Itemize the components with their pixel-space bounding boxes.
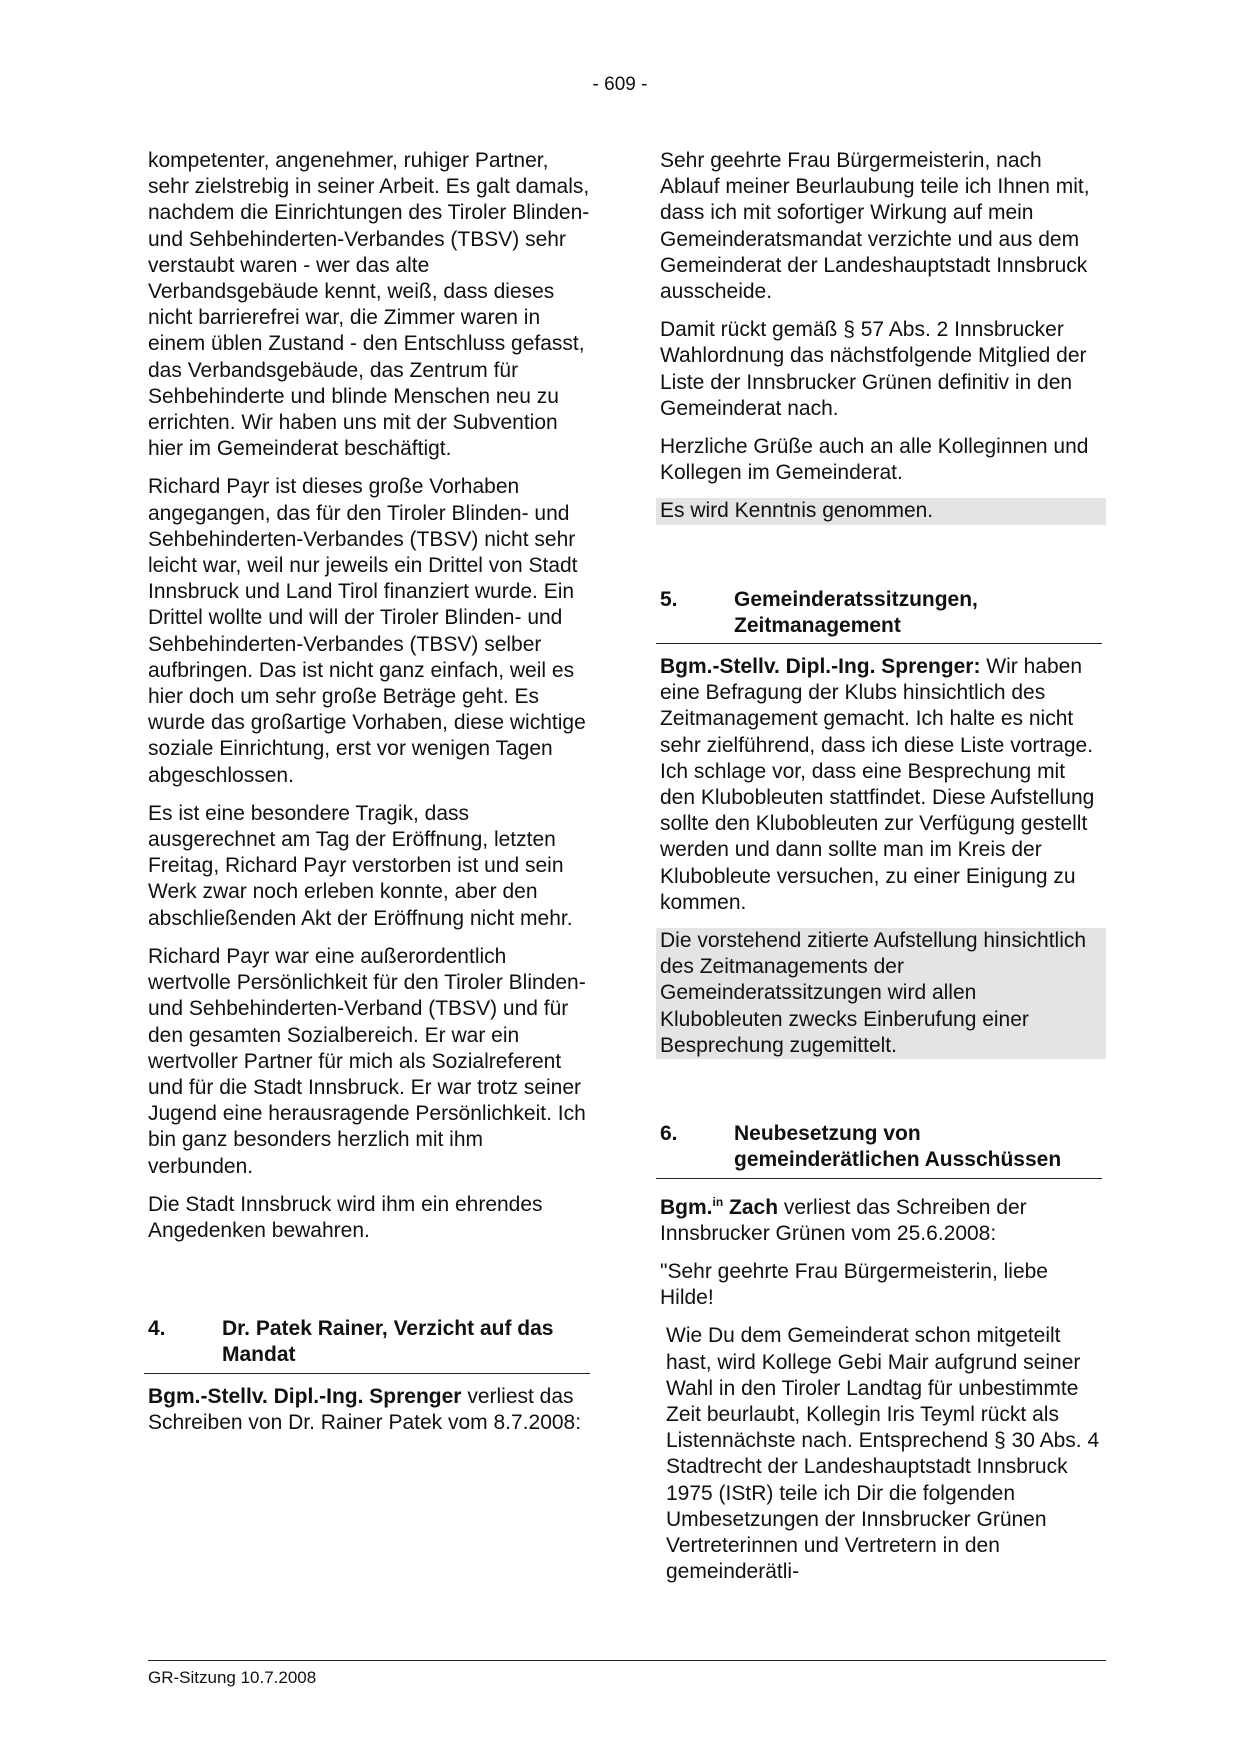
section-6-title: Neubesetzung von gemeinderätlichen Ausschüssen bbox=[734, 1122, 1062, 1172]
section-6-heading bbox=[656, 1121, 1102, 1178]
left-paragraph-3: Es ist eine besondere Tragik, dass ausgerechnet am Tag der Eröffnung, letzten Freitag, Richard Payr verstorben ist und sein Werk zwar noch erleben konnte, aber den abschließenden Akt der Eröffnung nicht mehr. bbox=[148, 801, 573, 930]
section-6-quote-body: Wie Du dem Gemeinderat schon mitgeteilt hast, wird Kollege Gebi Mair aufgrund seiner Wahl in den Tiroler Landtag für unbestimmte Zeit beurlaubt, Kollegin Iris Teyml rückt als Listennächste nach. Entsprechend § 30 Abs. 4 Stadtrecht der Landeshauptstadt Innsbruck 1975 (IStR) teile ich Dir die folgenden Umbesetzungen der Innsbrucker Grünen Vertreterinnen und Vertretern in den gemeinderätli- bbox=[666, 1324, 1100, 1584]
section-6-quote-salutation: "Sehr geehrte Frau Bürgermeisterin, liebe Hilde! bbox=[660, 1259, 1048, 1310]
page-number: - 609 - bbox=[592, 74, 648, 95]
footer-divider bbox=[148, 1660, 1106, 1661]
right-column bbox=[660, 148, 1102, 1597]
decision-note-2: Die vorstehend zitierte Aufstellung hinsichtlich des Zeitmanagements der Gemeinderatssitzungen wird allen Klubobleuten zwecks Einberufung einer Besprechung zugemittelt. bbox=[656, 928, 1106, 1059]
right-paragraph-2: Damit rückt gemäß § 57 Abs. 2 Innsbrucker Wahlordnung das nächstfolgende Mitglied der Liste der Innsbrucker Grünen definitiv in den Gemeinderat nach. bbox=[660, 318, 1087, 420]
section-6-text: verliest das Schreiben der Innsbrucker Grünen vom 25.6.2008: bbox=[660, 1195, 1027, 1245]
left-paragraph-1: kompetenter, angenehmer, ruhiger Partner, sehr zielstrebig in seiner Arbeit. Es galt damals, nachdem die Einrichtungen des Tiroler Blinden- und Sehbehinderten-Verbandes (TBSV) sehr verstaubt waren - wer das alte Verbandsgebäude kennt, weiß, dass dieses nicht barrierefrei war, die Zimmer waren in einem üblen Zustand - den Entschluss gefasst, das Verbandsgebäude, das Zentrum für Sehbehinderte und blinde Menschen neu zu errichten. Wir haben uns mit der Subvention hier im Gemeinderat beschäftigt. bbox=[148, 149, 590, 461]
section-6-number: 6. bbox=[660, 1122, 678, 1146]
section-4-number: 4. bbox=[148, 1317, 166, 1341]
section-5-number: 5. bbox=[660, 587, 678, 611]
section-6-body bbox=[660, 1189, 1102, 1247]
left-paragraph-4: Richard Payr war eine außerordentlich wertvolle Persönlichkeit für den Tiroler Blinden- und Sehbehinderten-Verband (TBSV) und für den gesamten Sozialbereich. Er war ein wertvoller Partner für mich als Sozialreferent und für die Stadt Innsbruck. Er war trotz seiner Jugend eine herausragende Persönlichkeit. Ich bin ganz besonders herzlich mit ihm verbunden. bbox=[148, 944, 586, 1178]
section-6-speaker: Bgm.$^{in}$ Zach bbox=[660, 1194, 779, 1219]
left-column bbox=[148, 148, 590, 1448]
section-5-speaker: Bgm.-Stellv. Dipl.-Ing. Sprenger: bbox=[660, 655, 981, 679]
section-4-heading bbox=[144, 1316, 590, 1373]
section-5-title: Gemeinderatssitzungen, Zeitmanagement bbox=[734, 587, 978, 637]
section-4-body bbox=[148, 1384, 590, 1436]
section-4-speaker: Bgm.-Stellv. Dipl.-Ing. Sprenger bbox=[148, 1384, 462, 1408]
section-4-title: Dr. Patek Rainer, Verzicht auf das Mandat bbox=[222, 1317, 554, 1367]
right-paragraph-3: Herzliche Grüße auch an alle Kolleginnen und Kollegen im Gemeinderat. bbox=[660, 435, 1089, 485]
section-5-text: Wir haben eine Befragung der Klubs hinsichtlich des Zeitmanagement gemacht. Ich halte es nicht sehr zielführend, dass ich diese Liste vortrage. Ich schlage vor, dass eine Besprechung mit den Klubobleuten stattfindet. Diese Aufstellung sollte den Klubobleuten zur Verfügung gestellt werden und dann sollte man im Kreis der Klubobleute versuchen, zu einer Einigung zu kommen. bbox=[660, 655, 1095, 914]
right-paragraph-1: Sehr geehrte Frau Bürgermeisterin, nach Ablauf meiner Beurlaubung teile ich Ihnen mit, dass ich mit sofortiger Wirkung auf mein Gemeinderatsmandat verzichte und aus dem Gemeinderat der Landeshauptstadt Innsbruck ausscheide. bbox=[660, 149, 1090, 304]
left-paragraph-5: Die Stadt Innsbruck wird ihm ein ehrendes Angedenken bewahren. bbox=[148, 1192, 543, 1242]
section-5-heading bbox=[656, 587, 1102, 644]
left-paragraph-2: Richard Payr ist dieses große Vorhaben angegangen, das für den Tiroler Blinden- und Sehbehinderten-Verbandes (TBSV) nicht sehr leicht war, weil nur jeweils ein Drittel von Stadt Innsbruck und Land Tirol finanziert wurde. Ein Drittel wollte und will der Tiroler Blinden- und Sehbehinderten-Verbandes (TBSV) selber aufbringen. Das ist nicht ganz einfach, weil es hier doch um sehr große Beträge geht. Es wurde das großartige Vorhaben, diese wichtige soziale Einrichtung, erst vor wenigen Tagen abgeschlossen. bbox=[148, 475, 586, 787]
footer-text: GR-Sitzung 10.7.2008 bbox=[148, 1668, 317, 1687]
decision-note-1: Es wird Kenntnis genommen. bbox=[656, 498, 1106, 524]
section-4-text: verliest das Schreiben von Dr. Rainer Patek vom 8.7.2008: bbox=[148, 1384, 582, 1434]
section-5-body bbox=[660, 654, 1102, 916]
